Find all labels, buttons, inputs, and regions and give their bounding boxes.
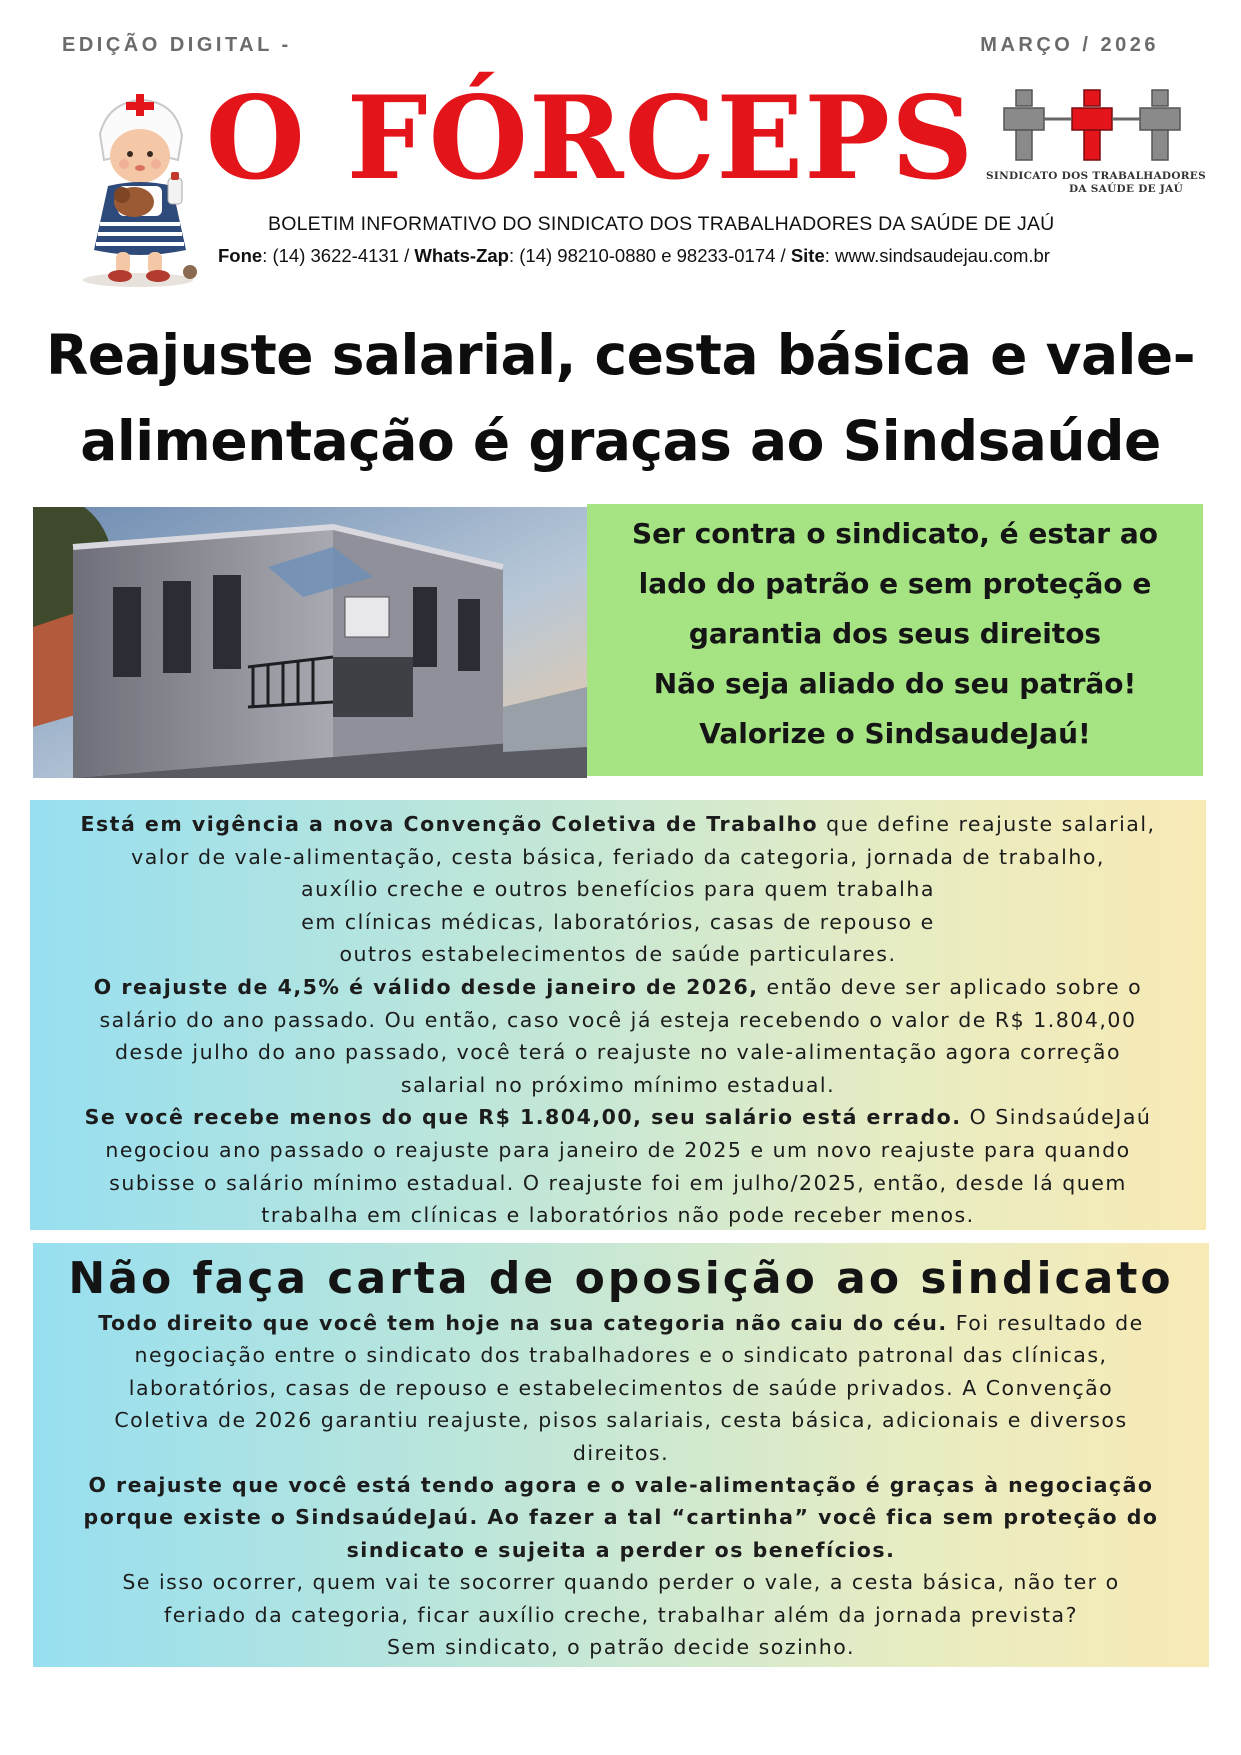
contact-info <box>218 245 1050 267</box>
article1-text: salário do ano passado. Ou então, caso você já esteja recebendo o valor de R$ 1.804,00 <box>99 1007 1137 1032</box>
article1-readjustment-lead: O reajuste de 4,5% é válido desde janeiro de 2026, <box>93 974 759 999</box>
article2-text: Foi resultado de <box>947 1311 1144 1335</box>
union-building-photo <box>33 507 587 778</box>
article1-text: que define reajuste salarial, <box>818 812 1156 836</box>
union-logo-name: SINDICATO DOS TRABALHADORES DA SAÚDE DE JAÚ <box>986 170 1206 195</box>
article2-text: negociação entre o sindicato dos trabalhadores e o sindicato patronal das clínicas, <box>134 1343 1108 1368</box>
article1-text: salarial no próximo mínimo estadual. <box>400 1072 836 1097</box>
article1-text: valor de vale-alimentação, cesta básica, feriado da categoria, jornada de trabalho, <box>131 844 1105 869</box>
article1-text: trabalha em clínicas e laboratórios não pode receber menos. <box>261 1203 975 1228</box>
newsletter-subtitle: BOLETIM INFORMATIVO DO SINDICATO DOS TRABALHADORES DA SAÚDE DE JAÚ <box>268 213 1055 235</box>
article1-salary-warning: Se você recebe menos do que R$ 1.804,00, seu salário está errado. <box>84 1105 962 1130</box>
article2-text: Se isso ocorrer, quem vai te socorrer quando perder o vale, a cesta básica, não ter o <box>122 1570 1120 1595</box>
phone-label: Fone <box>218 245 263 266</box>
article2-text: Coletiva de 2026 garantiu reajuste, pisos salariais, cesta básica, adicionais e diversos <box>114 1408 1128 1433</box>
article2-title: Não faça carta de oposição ao sindicato <box>68 1253 1174 1304</box>
edition-date: MARÇO / 2026 <box>980 34 1159 56</box>
site-url: : www.sindsaudejau.com.br <box>824 245 1050 266</box>
article2-lead: Todo direito que você tem hoje na sua categoria não caiu do céu. <box>98 1311 948 1335</box>
callout-line: lado do patrão e sem proteção e <box>638 567 1152 600</box>
article1-text: auxílio creche e outros benefícios para quem trabalha <box>301 877 935 902</box>
article2-text: feriado da categoria, ficar auxílio creche, trabalhar além da jornada prevista? <box>163 1602 1079 1627</box>
article1-text: desde julho do ano passado, você terá o reajuste no vale-alimentação agora correção <box>114 1040 1122 1065</box>
callout-line: Ser contra o sindicato, é estar ao <box>632 517 1158 550</box>
baby-mascot-illustration <box>60 94 210 290</box>
article1-text: negociou ano passado o reajuste para janeiro de 2025 e um novo reajuste para quando <box>105 1137 1131 1162</box>
newsletter-title: O FÓRCEPS <box>205 71 975 205</box>
edition-label: EDIÇÃO DIGITAL - <box>62 34 292 56</box>
article1-text: então deve ser aplicado sobre o <box>758 974 1143 999</box>
callout-line: Não seja aliado do seu patrão! <box>653 667 1137 700</box>
site-label: Site <box>790 245 825 266</box>
callout-box <box>587 504 1203 776</box>
article2-closing: Sem sindicato, o patrão decide sozinho. <box>387 1635 855 1660</box>
whatsapp-label: Whats-Zap <box>414 245 509 266</box>
main-headline: Reajuste salarial, cesta básica e vale- alimentação é graças ao Sindsaúde <box>45 323 1196 473</box>
article2-text: laboratórios, casas de repouso e estabelecimentos de saúde privados. A Convenção <box>128 1375 1114 1400</box>
phone-number: : (14) 3622-4131 / <box>262 245 415 266</box>
callout-line: Valorize o SindsaudeJaú! <box>699 717 1091 750</box>
article1-text: O SindsaúdeJaú <box>961 1105 1152 1130</box>
collective-agreement-article <box>30 800 1206 1230</box>
article1-lead: Está em vigência a nova Convenção Coletiva de Trabalho <box>80 812 819 836</box>
opposition-letter-article <box>33 1243 1209 1667</box>
callout-line: garantia dos seus direitos <box>688 617 1102 650</box>
article2-bold-text: O reajuste que você está tendo agora e o vale-alimentação é graças à negociação <box>88 1473 1154 1498</box>
article1-text: outros estabelecimentos de saúde particulares. <box>339 942 897 967</box>
article2-bold-text: sindicato e sujeita a perder os benefícios. <box>346 1537 896 1562</box>
article2-bold-text: porque existe o SindsaúdeJaú. Ao fazer a tal “cartinha” você fica sem proteção do <box>83 1505 1159 1530</box>
article1-text: subisse o salário mínimo estadual. O reajuste foi em julho/2025, então, desde lá quem <box>109 1170 1127 1195</box>
whatsapp-number: : (14) 98210-0880 e 98233-0174 / <box>508 245 791 266</box>
article1-text: em clínicas médicas, laboratórios, casas de repouso e <box>301 909 935 934</box>
article2-text: direitos. <box>572 1440 670 1465</box>
